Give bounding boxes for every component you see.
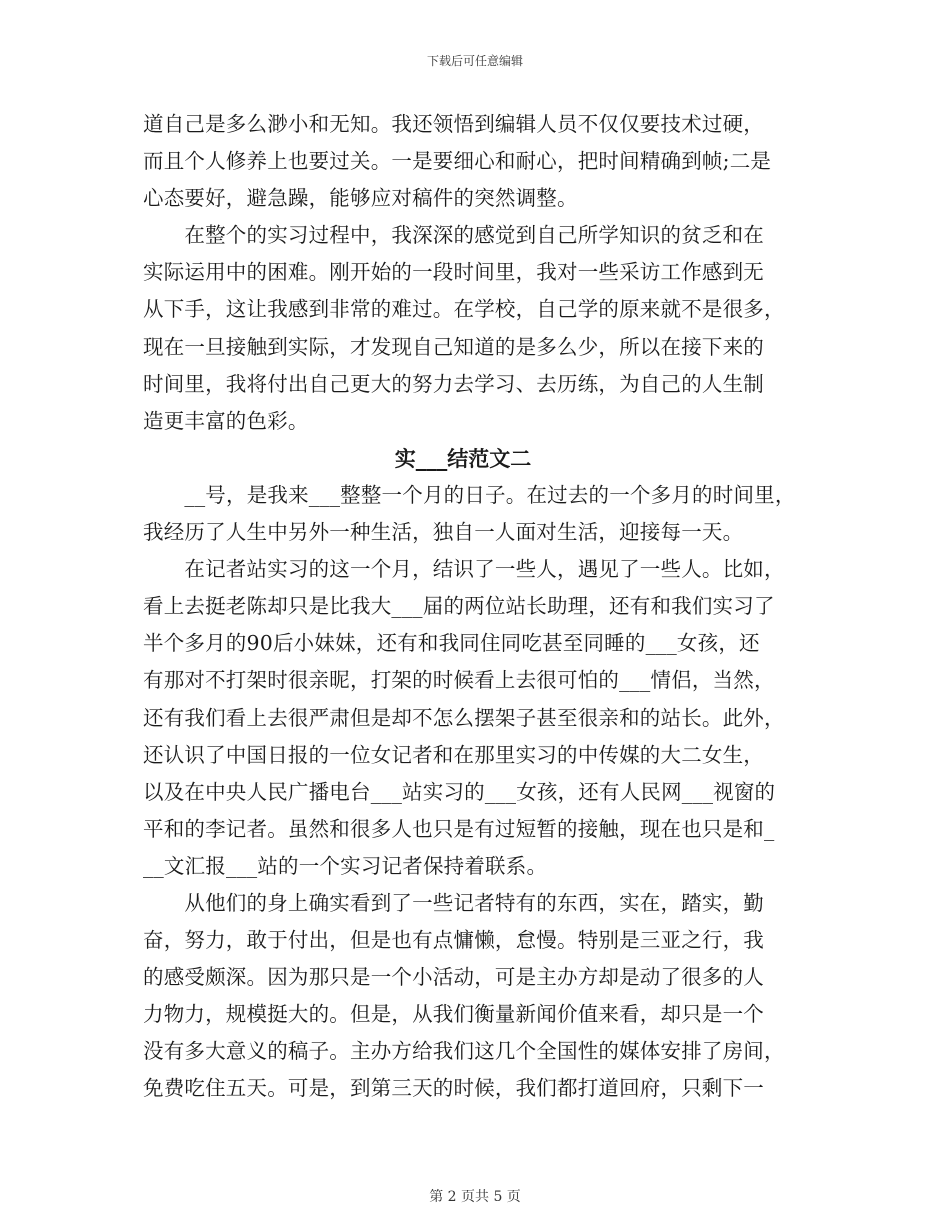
text-line: __号，是我来___整整一个月的日子。在过去的一个多月的时间里，: [143, 482, 796, 507]
text-line: 实际运用中的困难。刚开始的一段时间里，我对一些采访工作感到无: [143, 260, 764, 285]
page-header: 下载后可任意编辑: [426, 54, 523, 68]
text-line: 力物力，规模挺大的。但是，从我们衡量新闻价值来看，却只是一个: [143, 1002, 764, 1027]
text-line: 还有我们看上去很严肃但是却不怎么摆架子甚至很亲和的站长。此外，: [143, 705, 785, 730]
text-line: 现在一旦接触到实际，才发现自己知道的是多么少，所以在接下来的: [143, 334, 764, 359]
text-line: 而且个人修养上也要过关。一是要细心和耐心，把时间精确到帧;二是: [143, 149, 772, 174]
text-line: 看上去挺老陈却只是比我大___届的两位站长助理，还有和我们实习了: [143, 594, 775, 619]
text-line: 还认识了中国日报的一位女记者和在那里实习的中传媒的大二女生，: [143, 742, 764, 767]
section-one: [143, 106, 823, 440]
document-body: [143, 106, 823, 1108]
text-line: 时间里，我将付出自己更大的努力去学习、去历练，为自己的人生制: [143, 371, 764, 396]
text-line: 奋，努力，敢于付出，但是也有点慵懒，怠慢。特别是三亚之行，我: [143, 928, 764, 953]
text-line: 造更丰富的色彩。: [143, 408, 309, 433]
text-line: 没有多大意义的稿子。主办方给我们这几个全国性的媒体安排了房间，: [143, 1039, 785, 1064]
page-footer: 第 2 页共 5 页: [429, 1189, 521, 1205]
text-line: 平和的李记者。虽然和很多人也只是有过短暂的接触，现在也只是和_: [143, 816, 775, 841]
text-line: __文汇报___站的一个实习记者保持着联系。: [143, 853, 548, 878]
text-line: 的感受颇深。因为那只是一个小活动，可是主办方却是动了很多的人: [143, 965, 764, 990]
text-line: 我经历了人生中另外一种生活，独自一人面对生活，迎接每一天。: [143, 520, 744, 545]
section-title: 实___结范文二: [394, 445, 532, 471]
text-line: 从下手，这让我感到非常的难过。在学校，自己学的原来就不是很多，: [143, 297, 785, 322]
text-line: 以及在中央人民广播电台___站实习的___女孩，还有人民网___视窗的: [143, 779, 776, 804]
text-line: 在记者站实习的这一个月，结识了一些人，遇见了一些人。比如，: [143, 557, 785, 582]
text-line: 免费吃住五天。可是，到第三天的时候，我们都打道回府，只剩下一: [143, 1076, 764, 1101]
text-line: 在整个的实习过程中，我深深的感觉到自己所学知识的贫乏和在: [143, 223, 764, 248]
text-line: 道自己是多么渺小和无知。我还领悟到编辑人员不仅仅要技术过硬，: [143, 112, 764, 136]
text-line: 从他们的身上确实看到了一些记者特有的东西，实在，踏实，勤: [143, 890, 764, 915]
text-line: 半个多月的90后小妹妹，还有和我同住同吃甚至同睡的___女孩，还: [143, 631, 760, 656]
section-two: [143, 477, 823, 1108]
text-line: 有那对不打架时很亲昵，打架的时候看上去很可怕的___情侣，当然，: [143, 668, 775, 693]
text-line: 心态要好，避急躁，能够应对稿件的突然调整。: [143, 186, 578, 211]
